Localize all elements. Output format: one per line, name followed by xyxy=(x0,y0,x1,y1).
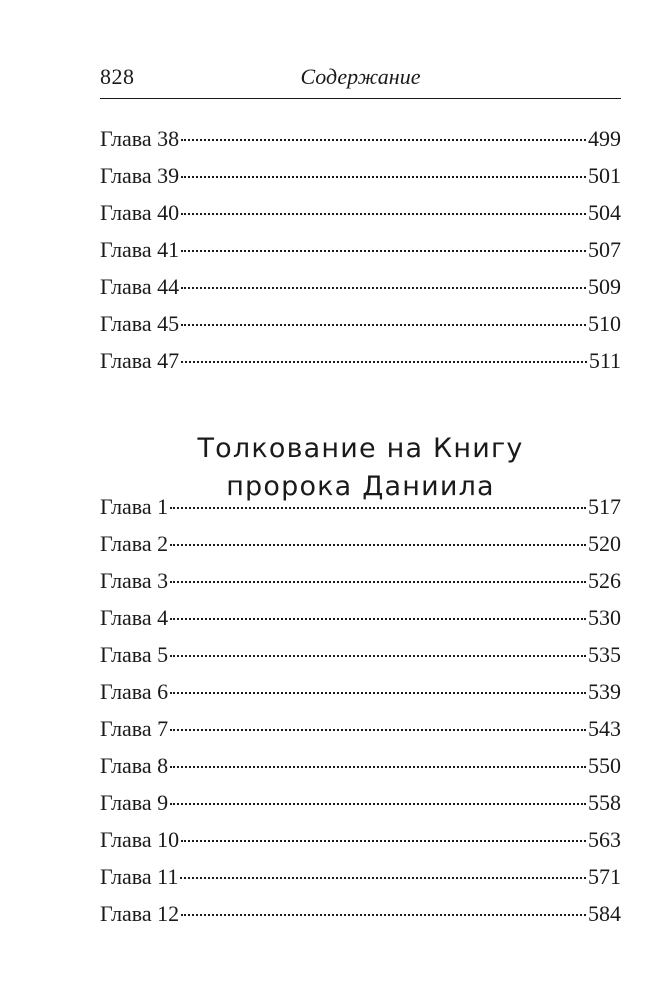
toc-entry-label: Глава 7 xyxy=(100,716,169,741)
toc-entry[interactable] xyxy=(100,821,621,858)
toc-entry-label: Глава 6 xyxy=(100,679,169,704)
section-heading-line-2: пророка Даниила xyxy=(226,471,495,503)
toc-entry-label: Глава 39 xyxy=(100,163,180,188)
toc-entry-label: Глава 12 xyxy=(100,901,180,926)
dot-leader xyxy=(170,544,586,546)
toc-entry[interactable] xyxy=(100,342,621,379)
toc-entry-label: Глава 1 xyxy=(100,494,169,519)
header-rule xyxy=(100,98,621,99)
toc-entry[interactable] xyxy=(100,194,621,231)
toc-entry-page: 511 xyxy=(588,348,621,373)
dot-leader xyxy=(170,581,586,583)
toc-entry-label: Глава 8 xyxy=(100,753,169,778)
toc-entry[interactable] xyxy=(100,784,621,821)
toc-entry-label: Глава 5 xyxy=(100,642,169,667)
page-header xyxy=(100,60,621,100)
toc-entry-page: 550 xyxy=(588,753,621,778)
toc-entry-label: Глава 4 xyxy=(100,605,169,630)
toc-entry[interactable] xyxy=(100,157,621,194)
dot-leader xyxy=(181,213,586,215)
dot-leader xyxy=(181,250,586,252)
dot-leader xyxy=(181,361,587,363)
toc-entry-page: 526 xyxy=(588,568,621,593)
dot-leader xyxy=(181,914,586,916)
dot-leader xyxy=(180,877,586,879)
toc-entry-page: 539 xyxy=(588,679,621,704)
toc-entry-page: 571 xyxy=(588,864,621,889)
toc-entry-label: Глава 10 xyxy=(100,827,180,852)
toc-entry-page: 510 xyxy=(588,311,621,336)
toc-entry-label: Глава 44 xyxy=(100,274,180,299)
dot-leader xyxy=(181,840,586,842)
toc-entry-page: 584 xyxy=(588,901,621,926)
dot-leader xyxy=(170,692,586,694)
toc-entry-page: 504 xyxy=(588,200,621,225)
dot-leader xyxy=(170,766,586,768)
toc-entry[interactable] xyxy=(100,120,621,157)
toc-entry-label: Глава 9 xyxy=(100,790,169,815)
toc-entry-label: Глава 2 xyxy=(100,531,169,556)
toc-entry-label: Глава 45 xyxy=(100,311,180,336)
toc-entry-label: Глава 40 xyxy=(100,200,180,225)
toc-entry[interactable] xyxy=(100,231,621,268)
toc-entry-page: 517 xyxy=(588,494,621,519)
dot-leader xyxy=(181,324,586,326)
toc-list-second xyxy=(100,488,621,932)
toc-entry[interactable] xyxy=(100,525,621,562)
toc-entry-page: 507 xyxy=(588,237,621,262)
toc-entry-page: 520 xyxy=(588,531,621,556)
toc-entry-page: 563 xyxy=(588,827,621,852)
toc-entry-label: Глава 41 xyxy=(100,237,180,262)
toc-entry[interactable] xyxy=(100,858,621,895)
dot-leader xyxy=(181,287,586,289)
toc-entry[interactable] xyxy=(100,562,621,599)
toc-entry[interactable] xyxy=(100,895,621,932)
toc-entry-page: 535 xyxy=(588,642,621,667)
toc-entry[interactable] xyxy=(100,673,621,710)
dot-leader xyxy=(170,803,586,805)
toc-entry[interactable] xyxy=(100,710,621,747)
toc-entry[interactable] xyxy=(100,488,621,525)
toc-entry-page: 558 xyxy=(588,790,621,815)
dot-leader xyxy=(181,176,586,178)
toc-entry[interactable] xyxy=(100,636,621,673)
toc-entry-page: 509 xyxy=(588,274,621,299)
toc-entry-label: Глава 47 xyxy=(100,348,180,373)
dot-leader xyxy=(170,729,586,731)
dot-leader xyxy=(170,507,586,509)
toc-entry-page: 499 xyxy=(588,126,621,151)
toc-entry[interactable] xyxy=(100,305,621,342)
toc-entry-label: Глава 3 xyxy=(100,568,169,593)
toc-entry-page: 543 xyxy=(588,716,621,741)
toc-entry[interactable] xyxy=(100,747,621,784)
toc-entry-page: 530 xyxy=(588,605,621,630)
page-number: 828 xyxy=(100,64,135,89)
toc-list-first xyxy=(100,120,621,379)
toc-entry-label: Глава 38 xyxy=(100,126,180,151)
dot-leader xyxy=(170,655,586,657)
toc-entry-page: 501 xyxy=(588,163,621,188)
toc-entry-label: Глава 11 xyxy=(100,864,179,889)
dot-leader xyxy=(181,139,586,141)
toc-entry[interactable] xyxy=(100,268,621,305)
section-heading-line-1: Толкование на Книгу xyxy=(197,433,524,465)
dot-leader xyxy=(170,618,586,620)
toc-entry[interactable] xyxy=(100,599,621,636)
running-title: Содержание xyxy=(300,64,421,89)
